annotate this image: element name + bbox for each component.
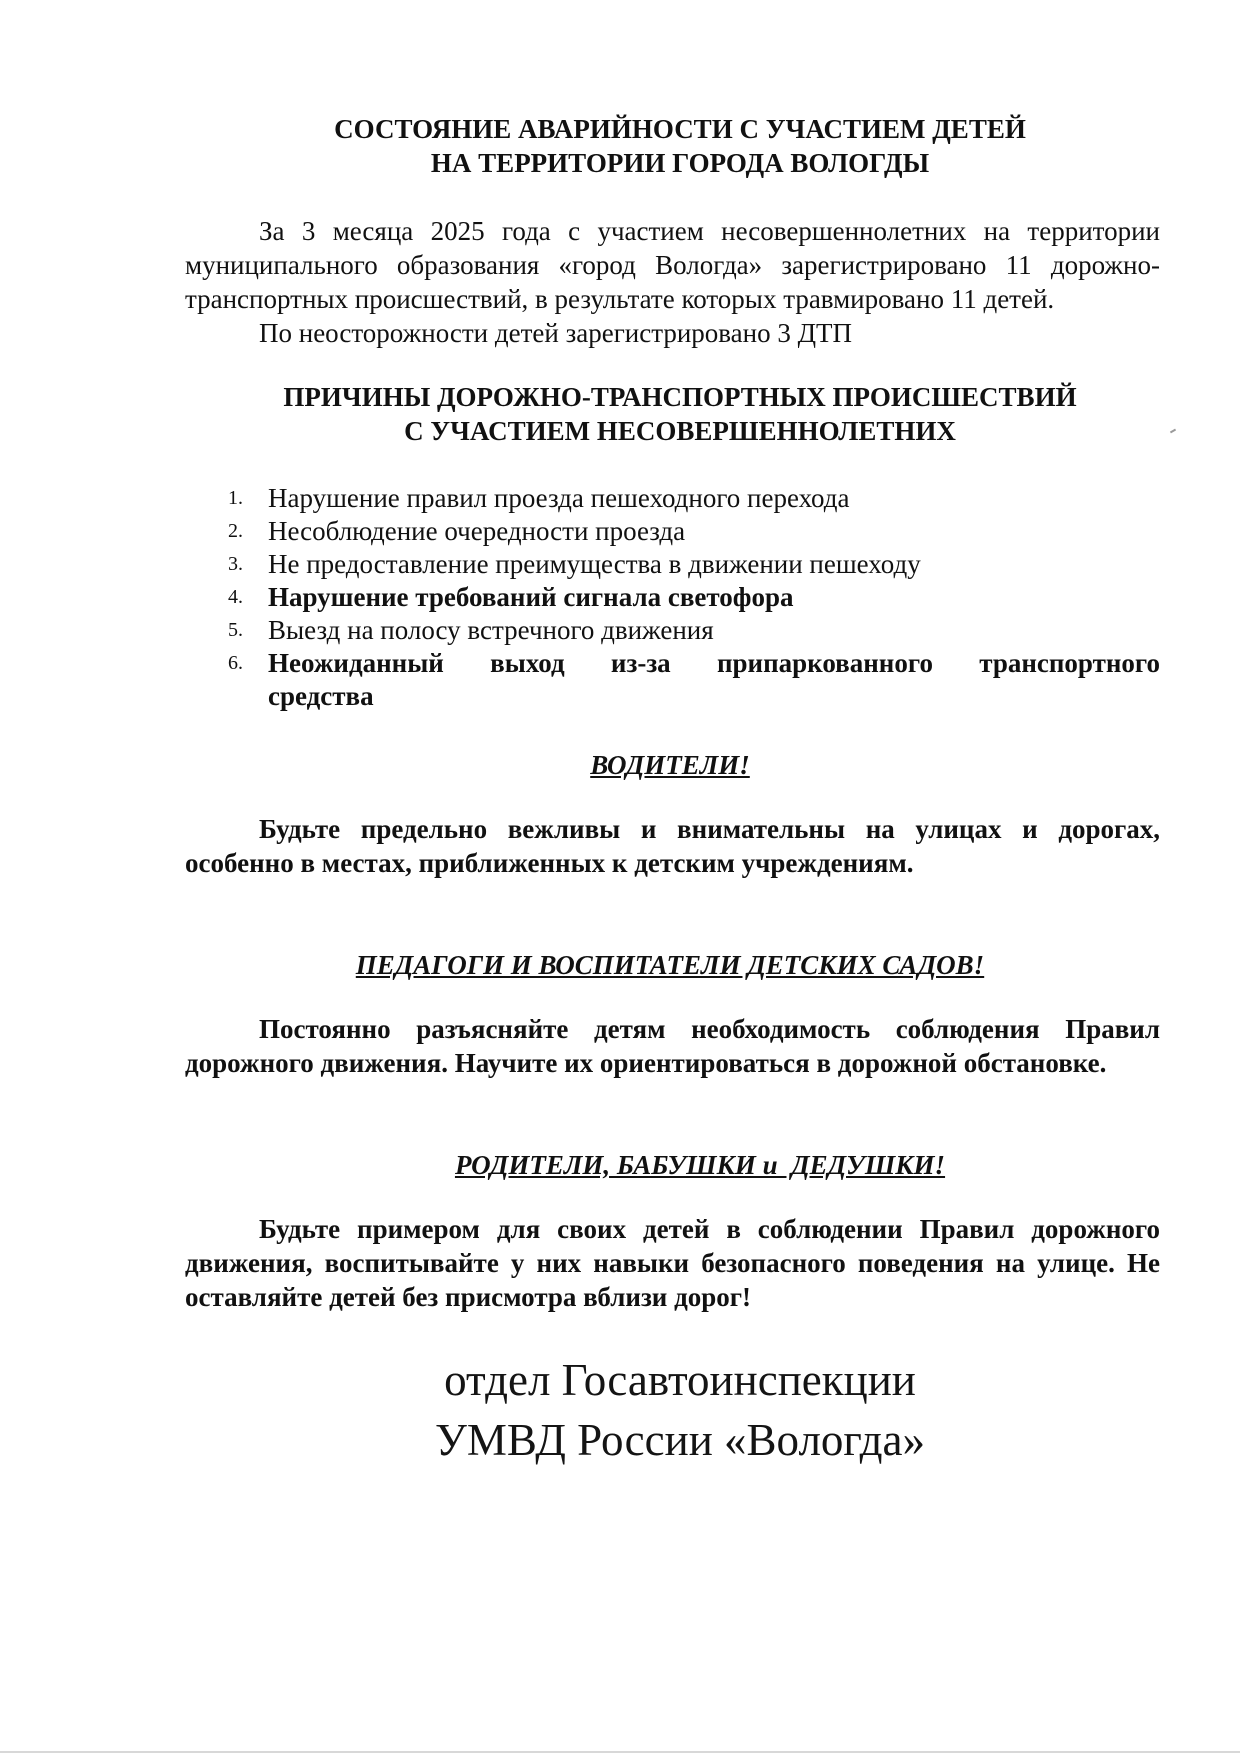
list-item-number: 1. bbox=[228, 487, 243, 509]
list-item-text: Выезд на полосу встречного движения bbox=[268, 615, 714, 645]
list-item bbox=[228, 515, 1160, 548]
document-title bbox=[180, 112, 1180, 180]
signature-block bbox=[300, 1350, 1060, 1470]
intro-paragraph: За 3 месяца 2025 года с участием несовершеннолетних на территории муниципального образования «город Вологда» зарегистрировано 11 дорожно-транспортных происшествий, в результате которых травмировано 11 детей. bbox=[185, 216, 1160, 314]
signature-line-1: отдел Госавтоинспекции bbox=[444, 1355, 916, 1405]
causes-heading-line-1: ПРИЧИНЫ ДОРОЖНО-ТРАНСПОРТНЫХ ПРОИСШЕСТВИЙ bbox=[283, 382, 1077, 412]
list-item-text: Нарушение требований сигнала светофора bbox=[268, 582, 794, 612]
causes-heading bbox=[180, 380, 1180, 448]
document-title-line-2: НА ТЕРРИТОРИИ ГОРОДА ВОЛОГДЫ bbox=[430, 148, 930, 178]
list-item-text: Нарушение правил проезда пешеходного перехода bbox=[268, 483, 850, 513]
list-item-number: 2. bbox=[228, 520, 243, 542]
list-item-number: 3. bbox=[228, 553, 243, 575]
parents-text: Будьте примером для своих детей в соблюдении Правил дорожного движения, воспитывайте у них навыки безопасного поведения на улице. Не оставляйте детей без присмотра вблизи дорог! bbox=[185, 1214, 1160, 1312]
drivers-text: Будьте предельно вежливы и внимательны на улицах и дорогах, особенно в местах, приближенных к детским учреждениям. bbox=[185, 814, 1160, 878]
list-item bbox=[228, 548, 1160, 581]
list-item-text: Не предоставление преимущества в движении пешеходу bbox=[268, 549, 921, 579]
list-item bbox=[228, 614, 1160, 647]
signature-line-2: УМВД России «Вологда» bbox=[435, 1415, 925, 1465]
parents-heading: РОДИТЕЛИ, БАБУШКИ и ДЕДУШКИ! bbox=[454, 1150, 946, 1180]
list-item bbox=[228, 581, 1160, 614]
teachers-heading: ПЕДАГОГИ И ВОСПИТАТЕЛИ ДЕТСКИХ САДОВ! bbox=[355, 950, 985, 980]
drivers-heading: ВОДИТЕЛИ! bbox=[590, 750, 750, 780]
list-item bbox=[228, 482, 1160, 515]
causes-heading-line-2: С УЧАСТИЕМ НЕСОВЕРШЕННОЛЕТНИХ bbox=[404, 416, 956, 446]
list-item-text-continued: средства bbox=[268, 681, 374, 711]
document-title-line-1: СОСТОЯНИЕ АВАРИЙНОСТИ С УЧАСТИЕМ ДЕТЕЙ bbox=[334, 114, 1026, 144]
list-item-text: Несоблюдение очередности проезда bbox=[268, 516, 686, 546]
teachers-text: Постоянно разъясняйте детям необходимость соблюдения Правил дорожного движения. Научите их ориентироваться в дорожной обстановке. bbox=[185, 1014, 1160, 1078]
list-item bbox=[228, 647, 1160, 713]
list-item-text: Неожиданный выход из-за припаркованного транспортного bbox=[268, 648, 1160, 678]
list-item-number: 5. bbox=[228, 619, 243, 641]
list-item-number: 6. bbox=[228, 652, 243, 674]
causes-list bbox=[228, 482, 1160, 713]
intro-note: По неосторожности детей зарегистрировано 3 ДТП bbox=[259, 318, 853, 348]
list-item-number: 4. bbox=[228, 586, 243, 608]
